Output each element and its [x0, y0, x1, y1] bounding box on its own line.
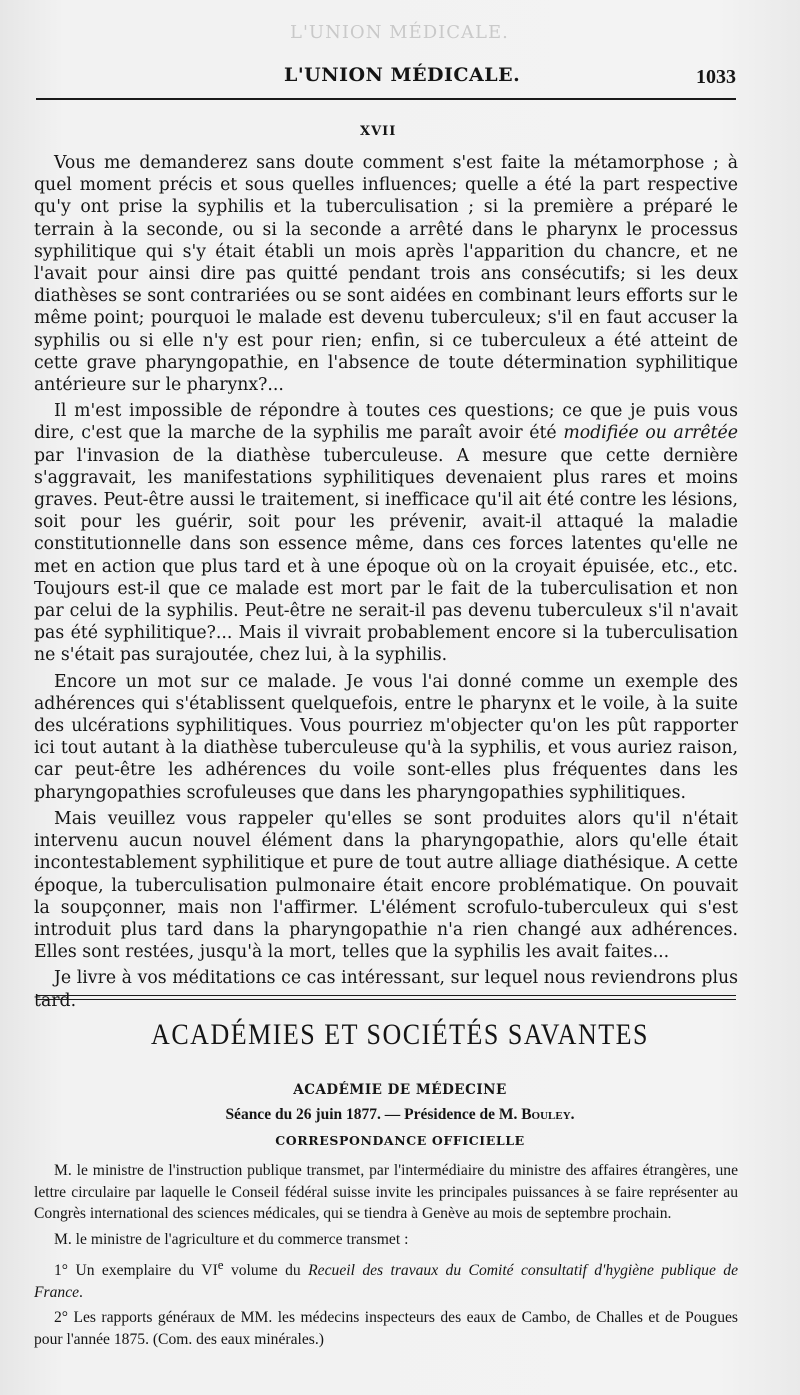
italic-emphasis: modifiée ou arrêtée — [563, 423, 738, 444]
paragraph-text: volume du — [223, 1262, 309, 1280]
header-rule — [36, 98, 736, 100]
italic-title: Recueil des travaux du Comité consultatif d'hygiène publique de France — [34, 1262, 738, 1301]
academy-heading: ACADÉMIE DE MÉDECINE — [293, 1082, 507, 1098]
running-header — [36, 58, 736, 98]
bleed-through-text: L'UNION MÉDICALE. — [290, 22, 509, 43]
paragraph-text: 1° Un exemplaire du VI — [54, 1262, 218, 1280]
paragraph: M. le ministre de l'agriculture et du commerce transmet : — [54, 1230, 409, 1248]
paragraph: 2° Les rapports généraux de MM. les médecins inspecteurs des eaux de Cambo, de Challes et de Pougues pour l'année 1875. (Com. des eaux minérales.) — [34, 1309, 738, 1348]
paragraph: Mais veuillez vous rappeler qu'elles se sont produites alors qu'il n'était intervenu aucun nouvel élément dans la pharyngopathie, alors qu'elle était incontestablement syphilitique et pure de tout autre alliage diathésique. A cette époque, la tuberculisation pulmonaire était encore problématique. On pouvait la soupçonner, mais non l'affirmer. L'élément scrofulo-tuberculeux qui s'est introduit plus tard dans la pharyngopathie n'a rien changé aux adhérences. Elles sont restées, jusqu'à la mort, telles que la syphilis les avait faites... — [34, 808, 738, 963]
paragraph — [34, 1254, 738, 1303]
section-number: XVII — [360, 124, 397, 139]
paragraph — [34, 400, 738, 666]
seance-heading — [0, 1106, 800, 1124]
paragraph-text: par l'invasion de la diathèse tuberculeuse. A mesure que cette dernière s'aggravait, les manifestations syphilitiques devenaient plus rares et moins graves. Peut-être aussi le traitement, si inefficace qu'il ait été contre les lésions, soit pour les guérir, soit pour les prévenir, avait-il attaqué la maladie constitutionnelle dans son essence même, dans ces forces latentes qu'elle ne met en action que plus tard et à une époque où on la croyait épuisée, etc., etc. Toujours est-il que ce malade est mort par le fait de la tuberculisation et non par celui de la syphilis. Peut-être ne serait-il pas devenu tuberculeux s'il n'avait pas été syphilitique?... Mais il vivrait probablement encore si la tuberculisation ne s'était pas surajoutée, chez lui, à la syphilis. — [34, 445, 738, 666]
president-name: Bouley. — [521, 1106, 575, 1123]
paragraph: Vous me demanderez sans doute comment s'est faite la métamorphose ; à quel moment précis et sous quelles influences; quelle a été la part respective qu'y ont prise la syphilis et la tuberculisation ; si la première a préparé le terrain à la seconde, ou si la seconde a arrêté dans le pharynx le processus syphilitique qui s'y était établi un mois après l'apparition du chancre, et ne l'avait pour ainsi dire pas quitté pendant trois ans consécutifs; si les deux diathèses se sont contrariées ou se sont aidées en combinant leurs efforts sur le même point; pourquoi le malade est devenu tuberculeux; s'il en faut accuser la syphilis ou si elle n'y est pour rien; enfin, si ce tuberculeux a été atteint de cette grave pharyngopathie, en l'absence de toute détermination syphilitique antérieure sur le pharynx?... — [34, 153, 738, 396]
running-title: L'UNION MÉDICALE. — [284, 64, 521, 86]
section-divider — [36, 995, 736, 1000]
paragraph-text: Il m'est impossible de répondre à toutes ces questions; ce que je puis vous dire, c'est que la marche de la syphilis me paraît avoir été — [34, 401, 738, 444]
paragraph: Encore un mot sur ce malade. Je vous l'ai donné comme un exemple des adhérences qui s'établissent quelquefois, entre le pharynx et le voile, à la suite des ulcérations syphilitiques. Vous pourriez m'objecter qu'on les pût rapporter ici tout autant à la diathèse tuberculeuse qu'à la syphilis, et vous auriez raison, car peut-être les adhérences du voile sont-elles plus fréquentes dans les pharyngopathies scrofuleuses que dans les pharyngopathies syphilitiques. — [34, 671, 738, 803]
superscript: e — [217, 1257, 224, 1272]
seance-text: Séance du 26 juin 1877. — Présidence de M. — [225, 1106, 522, 1123]
page-number: 1033 — [696, 66, 736, 88]
article-body — [34, 152, 738, 1016]
paragraph-text: . — [79, 1283, 83, 1301]
paragraph: M. le ministre de l'instruction publique transmet, par l'intermédiaire du ministre des affaires étrangères, une lettre circulaire par laquelle le Conseil fédéral suisse invite les principales puissances à se faire représenter au Congrès international des sciences médicales, qui se tiendra à Genève au mois de septembre prochain. — [34, 1162, 738, 1222]
correspondance-heading: CORRESPONDANCE OFFICIELLE — [275, 1133, 525, 1148]
paragraph: Je livre à vos méditations ce cas intéressant, sur lequel nous reviendrons plus tard. — [34, 968, 738, 1011]
correspondance-body — [34, 1160, 738, 1354]
section-title: ACADÉMIES ET SOCIÉTÉS SAVANTES — [151, 1017, 649, 1052]
